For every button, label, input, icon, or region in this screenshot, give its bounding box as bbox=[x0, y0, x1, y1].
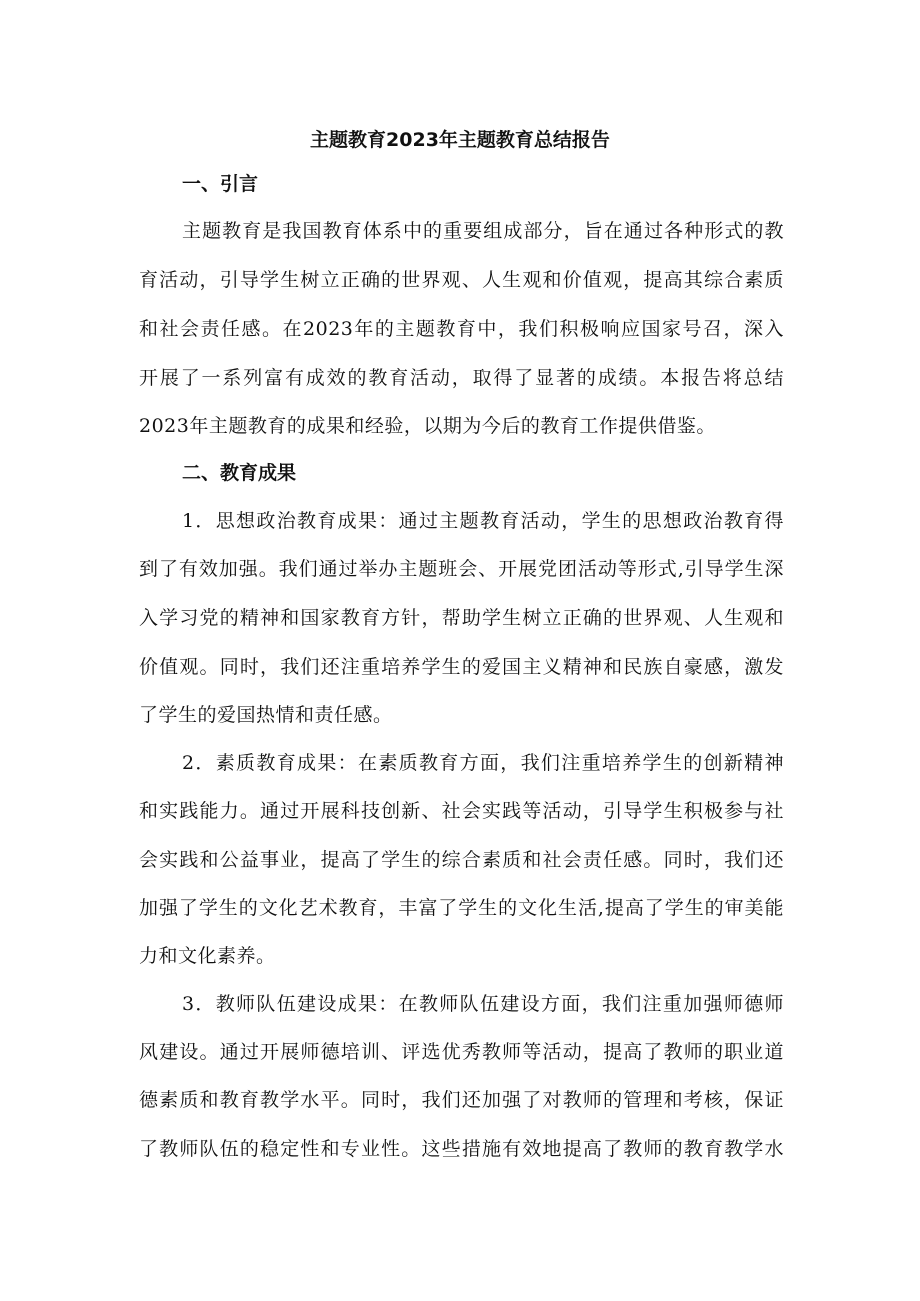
section-heading-introduction: 一、引言 bbox=[182, 173, 259, 195]
paragraph-line: 了教师队伍的稳定性和专业性。这些措施有效地提高了教师的教育教学水 bbox=[139, 1138, 784, 1160]
paragraph-line: 3．教师队伍建设成果：在教师队伍建设方面，我们注重加强师德师 bbox=[182, 993, 784, 1015]
paragraph-line: 入学习党的精神和国家教育方针，帮助学生树立正确的世界观、人生观和 bbox=[139, 607, 784, 629]
paragraph-line: 1．思想政治教育成果：通过主题教育活动，学生的思想政治教育得 bbox=[182, 510, 784, 532]
paragraph-line: 力和文化素养。 bbox=[139, 945, 276, 967]
paragraph-line: 和实践能力。通过开展科技创新、社会实践等活动，引导学生积极参与社 bbox=[139, 800, 784, 822]
paragraph-line: 到了有效加强。我们通过举办主题班会、开展党团活动等形式,引导学生深 bbox=[139, 558, 784, 580]
paragraph-line: 开展了一系列富有成效的教育活动，取得了显著的成绩。本报告将总结 bbox=[139, 367, 784, 389]
paragraph-line: 了学生的爱国热情和责任感。 bbox=[139, 704, 393, 726]
paragraph-line: 2．素质教育成果：在素质教育方面，我们注重培养学生的创新精神 bbox=[182, 752, 784, 774]
paragraph-line: 主题教育是我国教育体系中的重要组成部分，旨在通过各种形式的教 bbox=[182, 220, 784, 242]
paragraph-line: 德素质和教育教学水平。同时，我们还加强了对教师的管理和考核，保证 bbox=[139, 1089, 784, 1111]
paragraph-line: 育活动，引导学生树立正确的世界观、人生观和价值观，提高其综合素质 bbox=[139, 269, 784, 291]
paragraph-line: 风建设。通过开展师德培训、评选优秀教师等活动，提高了教师的职业道 bbox=[139, 1041, 784, 1063]
paragraph-line: 价值观。同时，我们还注重培养学生的爱国主义精神和民族自豪感，激发 bbox=[139, 656, 784, 678]
paragraph-line: 加强了学生的文化艺术教育，丰富了学生的文化生活,提高了学生的审美能 bbox=[139, 897, 784, 919]
paragraph-line: 2023年主题教育的成果和经验，以期为今后的教育工作提供借鉴。 bbox=[139, 415, 716, 437]
paragraph-line: 和社会责任感。在2023年的主题教育中，我们积极响应国家号召，深入 bbox=[139, 318, 784, 340]
section-heading-achievements: 二、教育成果 bbox=[182, 462, 297, 484]
paragraph-line: 会实践和公益事业，提高了学生的综合素质和社会责任感。同时，我们还 bbox=[139, 849, 784, 871]
document-title: 主题教育2023年主题教育总结报告 bbox=[310, 129, 610, 151]
